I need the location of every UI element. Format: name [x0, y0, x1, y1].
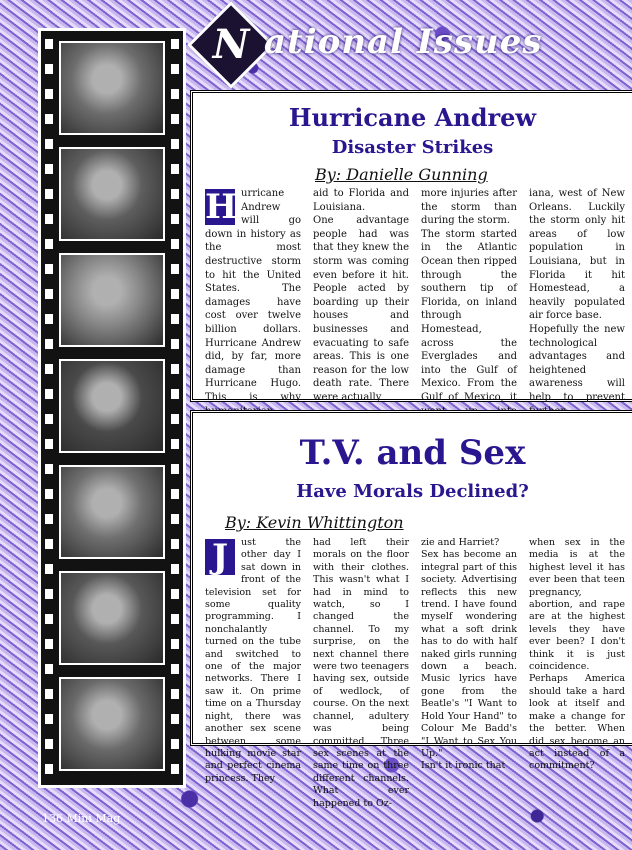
dropcap: J [205, 539, 235, 575]
sprocket-hole [171, 439, 179, 449]
sprocket-hole [45, 689, 53, 699]
sprocket-hole [171, 464, 179, 474]
photo-frame [59, 677, 165, 771]
article-column-3: zie and Harriet? Sex has become an integral part of this society. Advertising reflects this new trend. I have found myself wondering what a soft drink has to do with half naked girls running down a beach. Music lyrics have gone from the Beatle's "I Want to Hold Your Hand" to Colour Me Badd's "I Want to Sex You Up." Isn't it ironic that [421, 537, 517, 772]
sprocket-hole [45, 564, 53, 574]
article-column-2: had left their morals on the floor with their clothes. This wasn't what I had in mind to watch, so I changed the channel. To my surprise, on the next channel there were two teenagers having sex, outside of wedlock, of course. On the next channel, adultery was being committed. Three sex scenes at the same time on three different channels. What ever happened to Oz- [313, 537, 409, 809]
sprocket-hole [45, 614, 53, 624]
sprocket-hole [45, 64, 53, 74]
dropcap: H [205, 187, 238, 227]
section-title: ational Issues [264, 22, 543, 62]
article-tv-panel [190, 410, 632, 809]
sprocket-hole [45, 114, 53, 124]
sprocket-hole [45, 414, 53, 424]
article-column-1 [205, 537, 301, 810]
sprocket-hole [171, 164, 179, 174]
sprocket-hole [45, 764, 53, 774]
sprocket-hole [171, 764, 179, 774]
column-text: urricane Andrew will go down in history as the most destructive storm to hit the United States. The damages have cost over twelve billion dollars. Hurricane Andrew did, by far, more damage than Hurricane Hugo. This is why [205, 188, 301, 403]
article-title: Hurricane Andrew [288, 103, 537, 132]
sprocket-hole [171, 739, 179, 749]
sprocket-hole [171, 389, 179, 399]
sprocket-hole [45, 264, 53, 274]
sprocket-hole [45, 139, 53, 149]
sprocket-hole [45, 639, 53, 649]
article-column-3: more injuries after the storm than during the storm. The storm started in the Atlantic Ocean then ripped through the southern tip of Florida, on inland through Homestead, across the Everglades and into the Gulf of Mexico. From the Gulf of Mexico, it [421, 188, 517, 403]
sprocket-hole [45, 664, 53, 674]
article-column-4: iana, west of New Orleans. Luckily the storm only hit areas of low population in Louisiana, but in Florida it hit Homestead, a heavily populated air force base. Hopefully the new technological advantages and heightened awareness will help to prevent [529, 188, 625, 403]
sprocket-hole [171, 189, 179, 199]
photo-frame [59, 359, 165, 453]
sprocket-hole [45, 364, 53, 374]
sprocket-hole [45, 239, 53, 249]
sprocket-hole [171, 564, 179, 574]
photo-frame [59, 571, 165, 665]
sprocket-hole [171, 64, 179, 74]
sprocket-hole [45, 739, 53, 749]
column-text: ust the other day I sat down in front of the television set for some quality programming. I nonchalantly turned on the tube and switched to one of the major networks. There I saw it. On prime time on a Thursday night, there was another sex scene between some hulking movie star and perfect cinema princess. They [205, 537, 301, 784]
sprocket-hole [45, 464, 53, 474]
sprocket-hole [45, 589, 53, 599]
sprocket-hole [171, 589, 179, 599]
sprocket-hole [171, 414, 179, 424]
sprocket-hole [45, 339, 53, 349]
sprocket-hole [45, 89, 53, 99]
sprocket-hole [171, 364, 179, 374]
sprocket-hole [171, 639, 179, 649]
sprocket-hole [171, 89, 179, 99]
sprocket-hole [171, 664, 179, 674]
sprocket-hole [45, 539, 53, 549]
sprocket-hole [45, 189, 53, 199]
photo-frame [59, 147, 165, 241]
sprocket-hole [171, 114, 179, 124]
article-byline: By: Kevin Whittington [225, 513, 404, 532]
photo-frame [59, 253, 165, 347]
article-column-2: aid to Florida and Louisiana. One advantage people had was that they knew the storm was coming even before it hit. People acted by boarding up their houses and businesses and evacuating to safe areas. This is one reason for the low death rate. There were actually [313, 188, 409, 403]
sprocket-hole [45, 389, 53, 399]
sprocket-hole [45, 39, 53, 49]
sprocket-hole [171, 314, 179, 324]
sprocket-hole [171, 489, 179, 499]
sprocket-hole [45, 489, 53, 499]
page-footer [42, 812, 120, 825]
article-column-4: when sex in the media is at the highest level it has ever been that teen pregnancy, abortion, and rape are at the highest levels they have ever been? I don't think it is just coincidence. Perhaps America should take a hard look at itself and make a change for the better. When did sex become an act instead of a commitment? [529, 537, 625, 772]
sprocket-hole [171, 539, 179, 549]
article-hurricane-panel [190, 90, 632, 402]
sprocket-hole [45, 314, 53, 324]
sprocket-hole [171, 264, 179, 274]
article-subtitle: Disaster Strikes [331, 137, 494, 158]
sprocket-hole [171, 614, 179, 624]
sprocket-hole [171, 39, 179, 49]
sprocket-hole [171, 239, 179, 249]
section-badge-letter: N [212, 21, 250, 68]
sprocket-hole [171, 139, 179, 149]
photo-frame [59, 465, 165, 559]
sprocket-hole [171, 689, 179, 699]
sprocket-hole [171, 289, 179, 299]
sprocket-hole [171, 214, 179, 224]
sprocket-hole [45, 439, 53, 449]
article-byline: By: Danielle Gunning [315, 165, 488, 184]
sprocket-hole [171, 339, 179, 349]
page-number: 136 [42, 812, 63, 825]
sprocket-hole [45, 514, 53, 524]
sprocket-hole [171, 714, 179, 724]
filmstrip [38, 28, 186, 788]
sprocket-hole [45, 289, 53, 299]
photo-frame [59, 41, 165, 135]
sprocket-hole [45, 714, 53, 724]
article-title: T.V. and Sex [299, 433, 526, 473]
article-subtitle: Have Morals Declined? [296, 481, 529, 502]
sprocket-hole [45, 214, 53, 224]
sprocket-hole [171, 514, 179, 524]
publication-name: Mini Mag [66, 812, 121, 825]
sprocket-hole [45, 164, 53, 174]
